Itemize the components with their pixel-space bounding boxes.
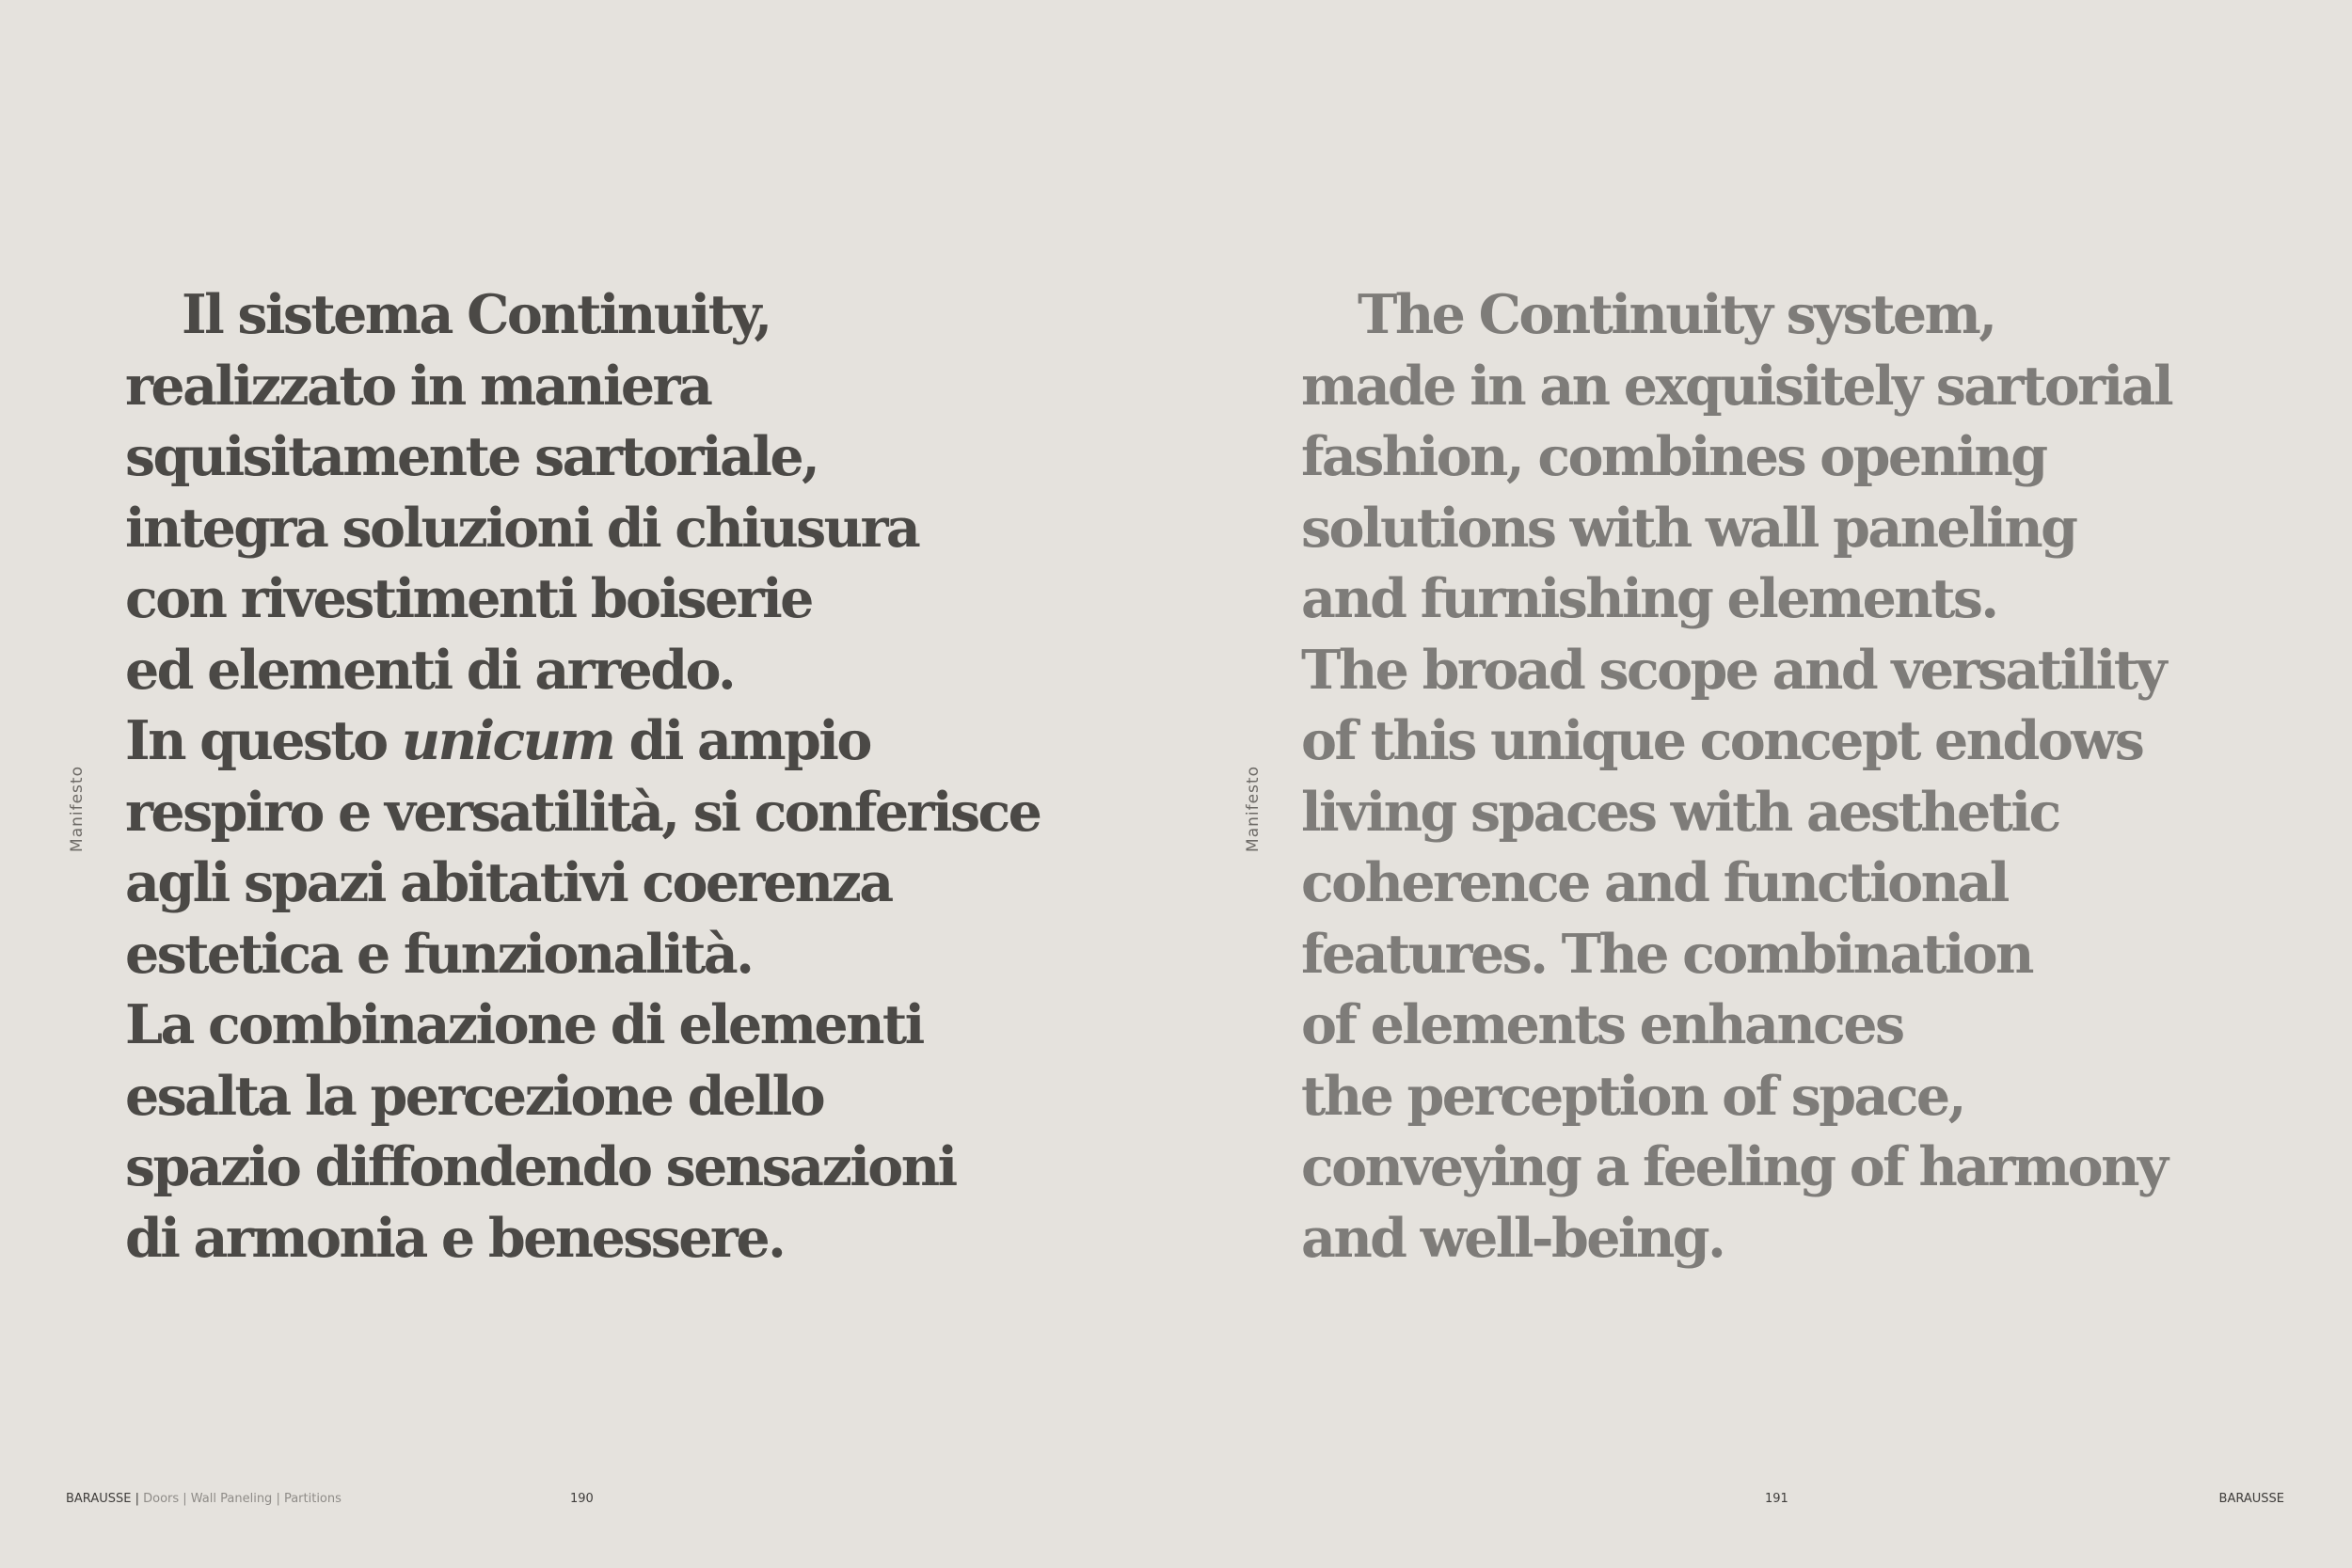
text-line: di armonia e benessere. (125, 1206, 785, 1270)
text-line: integra soluzioni di chiusura (125, 496, 919, 560)
text-line: estetica e funzionalità. (125, 922, 753, 986)
text-line: made in an exquisitely sartorial (1301, 354, 2171, 418)
text-line: ed elementi di arredo. (125, 638, 735, 702)
text-line: and furnishing elements. (1301, 567, 1997, 630)
side-label-manifesto: Manifesto (68, 766, 87, 852)
page-number-left: 190 (570, 1492, 594, 1506)
text-line: features. The combination (1301, 922, 2032, 986)
text-line: Il sistema Continuity, (182, 283, 771, 346)
text-line: esalta la percezione dello (125, 1064, 824, 1128)
footer-brand: BARAUSSE (66, 1492, 132, 1506)
text-line: realizzato in maniera (125, 354, 711, 418)
right-page (1176, 0, 2352, 1568)
footer-brand-sections (66, 1492, 342, 1506)
text-line: solutions with wall paneling (1301, 496, 2076, 560)
text-line: La combinazione di elementi (125, 993, 923, 1056)
text-line: and well-being. (1301, 1206, 1724, 1270)
text-line: conveying a feeling of harmony (1301, 1135, 2167, 1198)
text-line: spazio diffondendo sensazioni (125, 1135, 956, 1198)
text-line: agli spazi abitativi coerenza (125, 851, 892, 914)
text-line: respiro e versatilità, si conferisce (125, 780, 1041, 844)
text-line (125, 705, 1040, 777)
text-line: con rivestimenti boiserie (125, 567, 812, 630)
italic-text-unicum: unicum (401, 709, 614, 772)
text-line: the perception of space, (1301, 1064, 1964, 1128)
text-run: In questo (125, 709, 402, 772)
text-run: di ampio (613, 709, 870, 772)
text-line: The broad scope and versatility (1301, 638, 2165, 702)
footer-separator: | (131, 1492, 144, 1506)
text-line: of this unique concept endows (1301, 709, 2143, 772)
page-number-right: 191 (1765, 1492, 1788, 1506)
side-label-manifesto: Manifesto (1244, 766, 1263, 852)
text-line: fashion, combines opening (1301, 425, 2046, 488)
text-line: coherence and functional (1301, 851, 2008, 914)
text-line: of elements enhances (1301, 993, 1903, 1056)
footer-sections: Doors | Wall Paneling | Partitions (143, 1492, 342, 1506)
text-line: living spaces with aesthetic (1301, 780, 2059, 844)
footer-brand: BARAUSSE (2218, 1492, 2284, 1506)
text-line: squisitamente sartoriale, (125, 425, 818, 488)
manifesto-paragraph-english (1301, 279, 2171, 1274)
manifesto-paragraph-italian (125, 279, 1040, 1274)
text-line: The Continuity system, (1358, 283, 1995, 346)
